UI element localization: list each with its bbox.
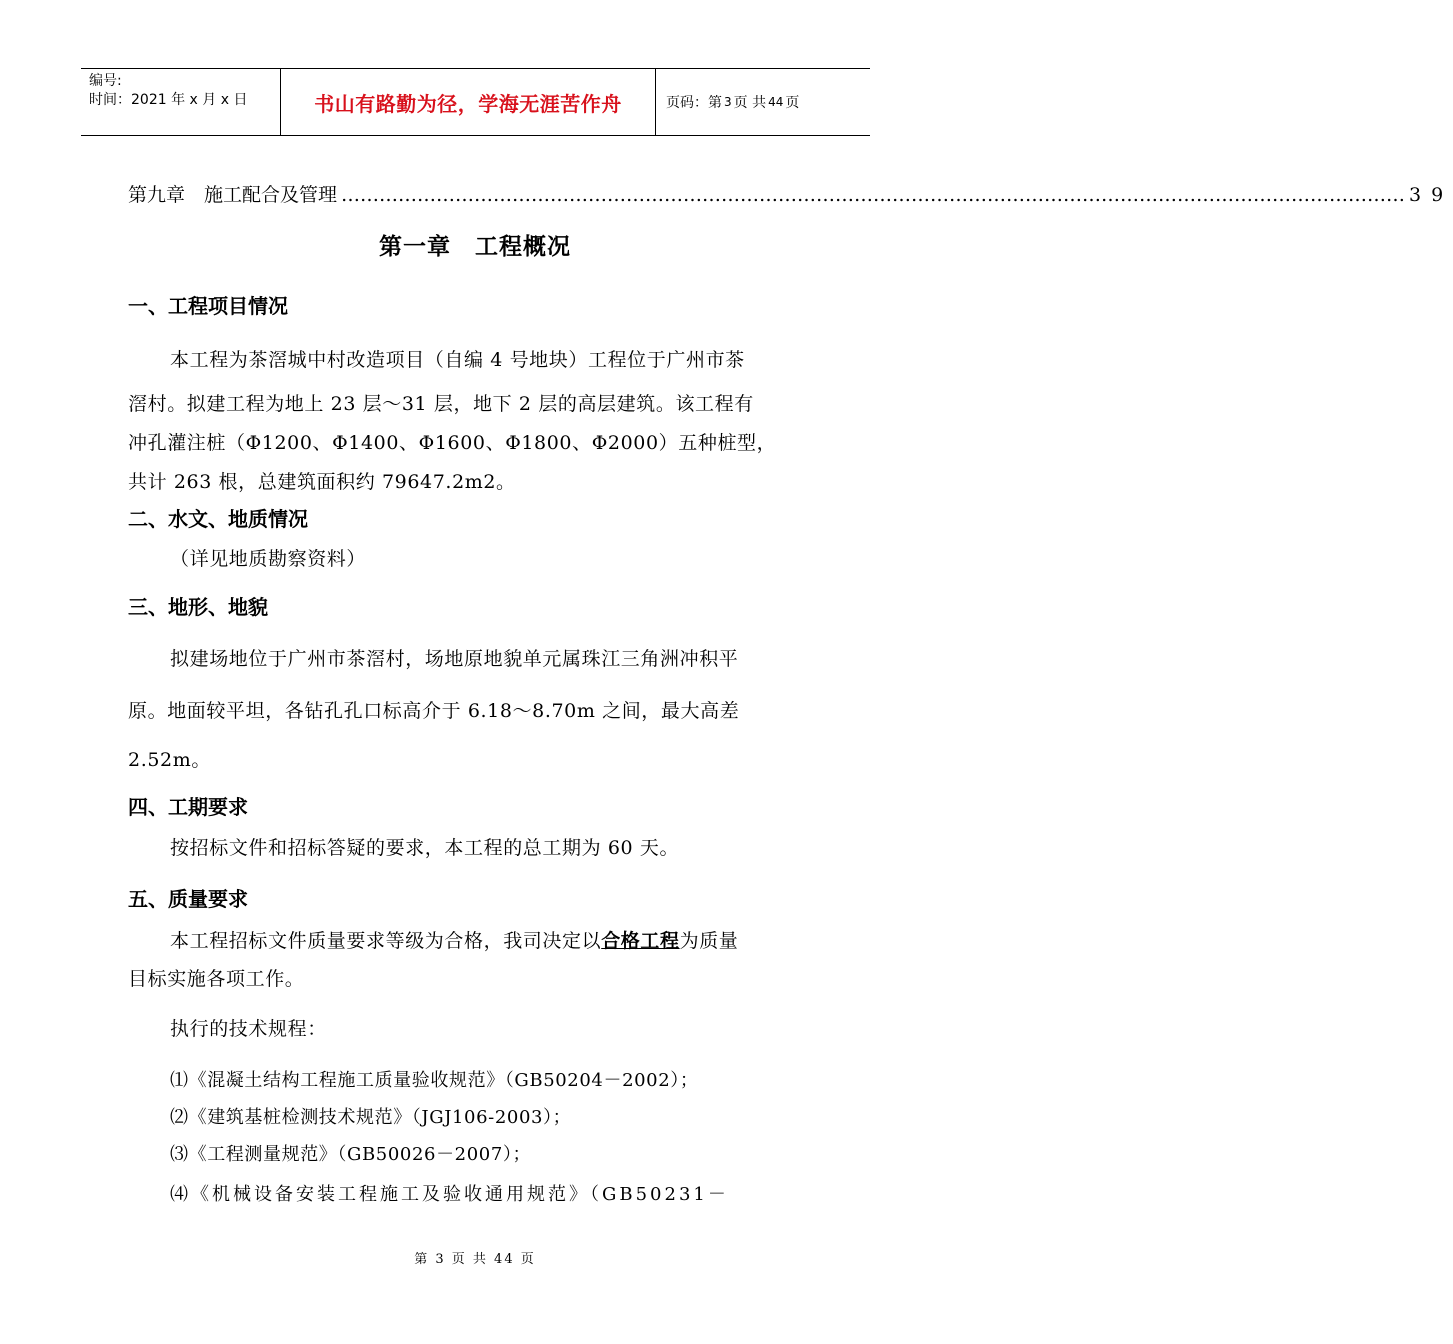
page-header <box>81 68 870 136</box>
section-1-para-line-4: 共计 263 根，总建筑面积约 79647.2m2。 <box>128 471 516 493</box>
section-4-title: 四、工期要求 <box>128 795 248 819</box>
section-5-para-line-1 <box>170 926 738 953</box>
section-2-para: （详见地质勘察资料） <box>170 548 367 570</box>
header-page-current: 3 <box>724 95 732 109</box>
header-page-info <box>656 69 870 135</box>
section-5-para-line-2: 目标实施各项工作。 <box>128 968 305 990</box>
section-1-para-line-3: 冲孔灌注桩（Φ1200、Φ1400、Φ1600、Φ1800、Φ2000）五种桩型， <box>128 432 777 454</box>
standard-item-3: ⑶《工程测量规范》（GB50026－2007）； <box>170 1144 532 1165</box>
quality-target-emphasis: 合格工程 <box>601 930 680 952</box>
section-5-para-text-c: 为质量 <box>679 930 739 952</box>
section-5-para-text-a: 本工程招标文件质量要求等级为合格，我司决定以 <box>170 930 602 952</box>
chapter-title: 第一章 工程概况 <box>379 234 571 260</box>
toc-leader: …………………………………………………………………………………………………………………………………………………… <box>341 184 1406 206</box>
header-meta <box>81 69 281 135</box>
page-footer: 第 3 页 共 44 页 <box>414 1252 536 1267</box>
section-4-para: 按招标文件和招标答疑的要求，本工程的总工期为 60 天。 <box>170 837 680 859</box>
standard-item-1: ⑴《混凝土结构工程施工质量验收规范》（GB50204－2002）； <box>170 1070 699 1091</box>
section-3-para-line-2: 原。地面较平坦，各钻孔孔口标高介于 6.18～8.70m 之间，最大高差 <box>128 700 740 722</box>
section-5-standards-heading: 执行的技术规程： <box>170 1018 327 1040</box>
section-1-para-line-1: 本工程为茶滘城中村改造项目（自编 4 号地块）工程位于广州市茶 <box>170 349 745 371</box>
section-3-title: 三、地形、地貌 <box>128 595 268 619</box>
toc-page-number: 39 <box>1409 184 1453 206</box>
toc-entry[interactable] <box>128 180 1453 207</box>
section-2-title: 二、水文、地质情况 <box>128 507 308 531</box>
section-1-title: 一、工程项目情况 <box>128 294 288 318</box>
toc-entry-label: 第九章 施工配合及管理 <box>128 184 338 206</box>
standard-item-2: ⑵《建筑基桩检测技术规范》（JGJ106-2003）； <box>170 1107 572 1128</box>
header-page-total: 44 <box>768 95 784 109</box>
header-motto: 书山有路勤为径，学海无涯苦作舟 <box>281 69 656 135</box>
header-page-prefix: 页码：第 <box>666 95 722 111</box>
section-3-para-line-1: 拟建场地位于广州市茶滘村，场地原地貌单元属珠江三角洲冲积平 <box>170 648 739 670</box>
header-number: 编号: <box>89 73 122 89</box>
header-time: 时间：2021 年 x 月 x 日 <box>89 92 248 108</box>
standard-item-4: ⑷《机械设备安装工程施工及验收通用规范》（GB50231－ <box>170 1184 729 1205</box>
section-3-para-line-3: 2.52m。 <box>128 749 211 771</box>
section-5-title: 五、质量要求 <box>128 887 248 911</box>
header-page-mid: 页 共 <box>733 95 767 111</box>
header-page-suffix: 页 <box>785 95 800 111</box>
section-1-para-line-2: 滘村。拟建工程为地上 23 层～31 层，地下 2 层的高层建筑。该工程有 <box>128 393 754 415</box>
